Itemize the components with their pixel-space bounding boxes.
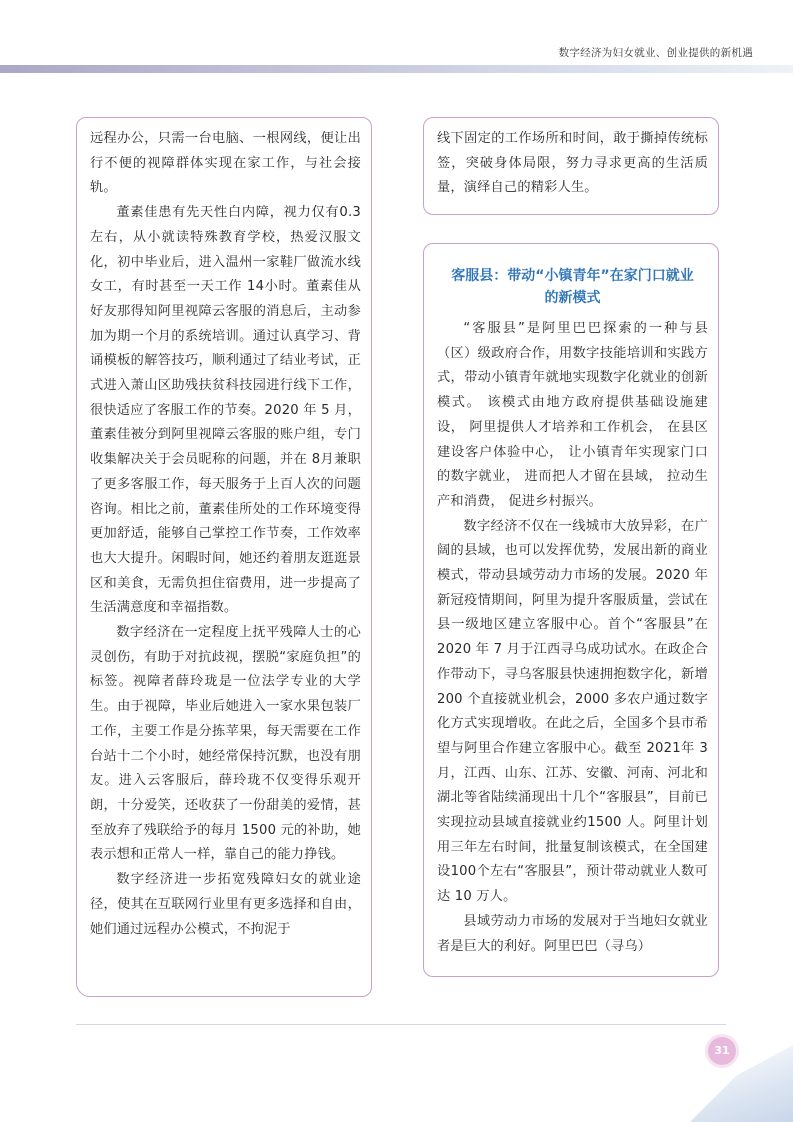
page-number-badge: 31 [708, 1037, 736, 1065]
header-gradient-bar [0, 65, 793, 73]
body-paragraph: 董素佳患有先天性白内障，视力仅有0.3 左右，从小就读特殊教育学校，热爱汉服文化，初中毕业后，进入温州一家鞋厂做流水线女工，有时甚至一天工作 14小时。董素佳从好友那得知阿里视障云客服的消息后，主动参加为期一个月的系统培训。通过认真学习、背诵模板的解答技巧，顺利通过了结业考试，正式进入萧山区助残扶贫科技园进行线下工作，很快适应了客服工作的节奏。2020 年 5 月，董素佳被分到阿里视障云客服的账户组，专门收集解决关于会员昵称的问题，并在 8月兼职了更多客服工作，每天服务于上百人次的问题咨询。相比之前，董素佳所处的工作环境变得更加舒适，能够自己掌控工作节奏，工作效率也大大提升。闲暇时间，她还约着朋友逛逛景区和美食，无需负担住宿费用，进一步提高了生活满意度和幸福指数。 [90, 205, 361, 616]
body-paragraph: 数字经济不仅在一线城市大放异彩，在广阔的县域，也可以发挥优势，发展出新的商业模式，带动县域劳动力市场的发展。2020 年新冠疫情期间，阿里为提升客服质量，尝试在县一级地区建立客服中心。首个“客服县”在 2020 年 7 月于江西寻乌成功试水。在政企合作带动下，寻乌客服县快速拥抱数字化，新增 200 个直接就业机会，2000 多农户通过数字化方式实现增收。在此之后，全国多个县市希望与阿里合作建立客服中心。截至 2021年 3 月，江西、山东、江苏、安徽、河南、河北和湖北等省陆续涌现出十几个“客服县”，目前已实现拉动县域直接就业约1500 人。阿里计划用三年左右时间，批量复制该模式，在全国建设100个左右“客服县”，预计带动就业人数可达 10 万人。 [437, 518, 708, 905]
corner-decoration [690, 1045, 793, 1122]
body-paragraph: 数字经济进一步拓宽残障妇女的就业途径，使其在互联网行业里有更多选择和自由，她们通过远程办公模式，不拘泥于 [90, 872, 361, 937]
section-title [437, 265, 708, 309]
section-title-line: 的新模式 [544, 290, 601, 306]
page-header-title: 数字经济为妇女就业、创业提供的新机遇 [558, 47, 753, 59]
right-top-text-box [423, 117, 719, 215]
section-title-line: 客服县：带动“小镇青年”在家门口就业 [451, 268, 694, 284]
right-main-text-box [423, 243, 719, 977]
left-text-box [76, 117, 372, 997]
body-paragraph: “客服县”是阿里巴巴探索的一种与县（区）级政府合作，用数字技能培训和实践方式，带动小镇青年就地实现数字化就业的创新模式。 该模式由地方政府提供基础设施建设， 阿里提供人才培养和工作机会， 在县区建设客户体验中心， 让小镇青年实现家门口的数字就业， 进而把人才留在县域， 拉动生产和消费， 促进乡村振兴。 [437, 321, 708, 509]
body-paragraph: 数字经济在一定程度上抚平残障人士的心灵创伤，有助于对抗歧视，摆脱“家庭负担”的标签。视障者薛玲珑是一位法学专业的大学生。由于视障，毕业后她进入一家水果包装厂工作，主要工作是分拣苹果，每天需要在工作台站十二个小时，她经常保持沉默，也没有朋友。进入云客服后，薛玲珑不仅变得乐观开朗，十分爱笑，还收获了一份甜美的爱情，甚至放弃了残联给予的每月 1500 元的补助，她表示想和正常人一样，靠自己的能力挣钱。 [90, 625, 361, 863]
body-paragraph: 县域劳动力市场的发展对于当地妇女就业者是巨大的利好。阿里巴巴（寻乌） [437, 913, 708, 954]
body-paragraph: 线下固定的工作场所和时间，敢于撕掉传统标签，突破身体局限，努力寻求更高的生活质量，演绎自己的精彩人生。 [437, 131, 708, 196]
footer-divider [76, 1024, 726, 1025]
body-paragraph: 远程办公，只需一台电脑、一根网线，便让出行不便的视障群体实现在家工作，与社会接轨。 [90, 131, 361, 196]
